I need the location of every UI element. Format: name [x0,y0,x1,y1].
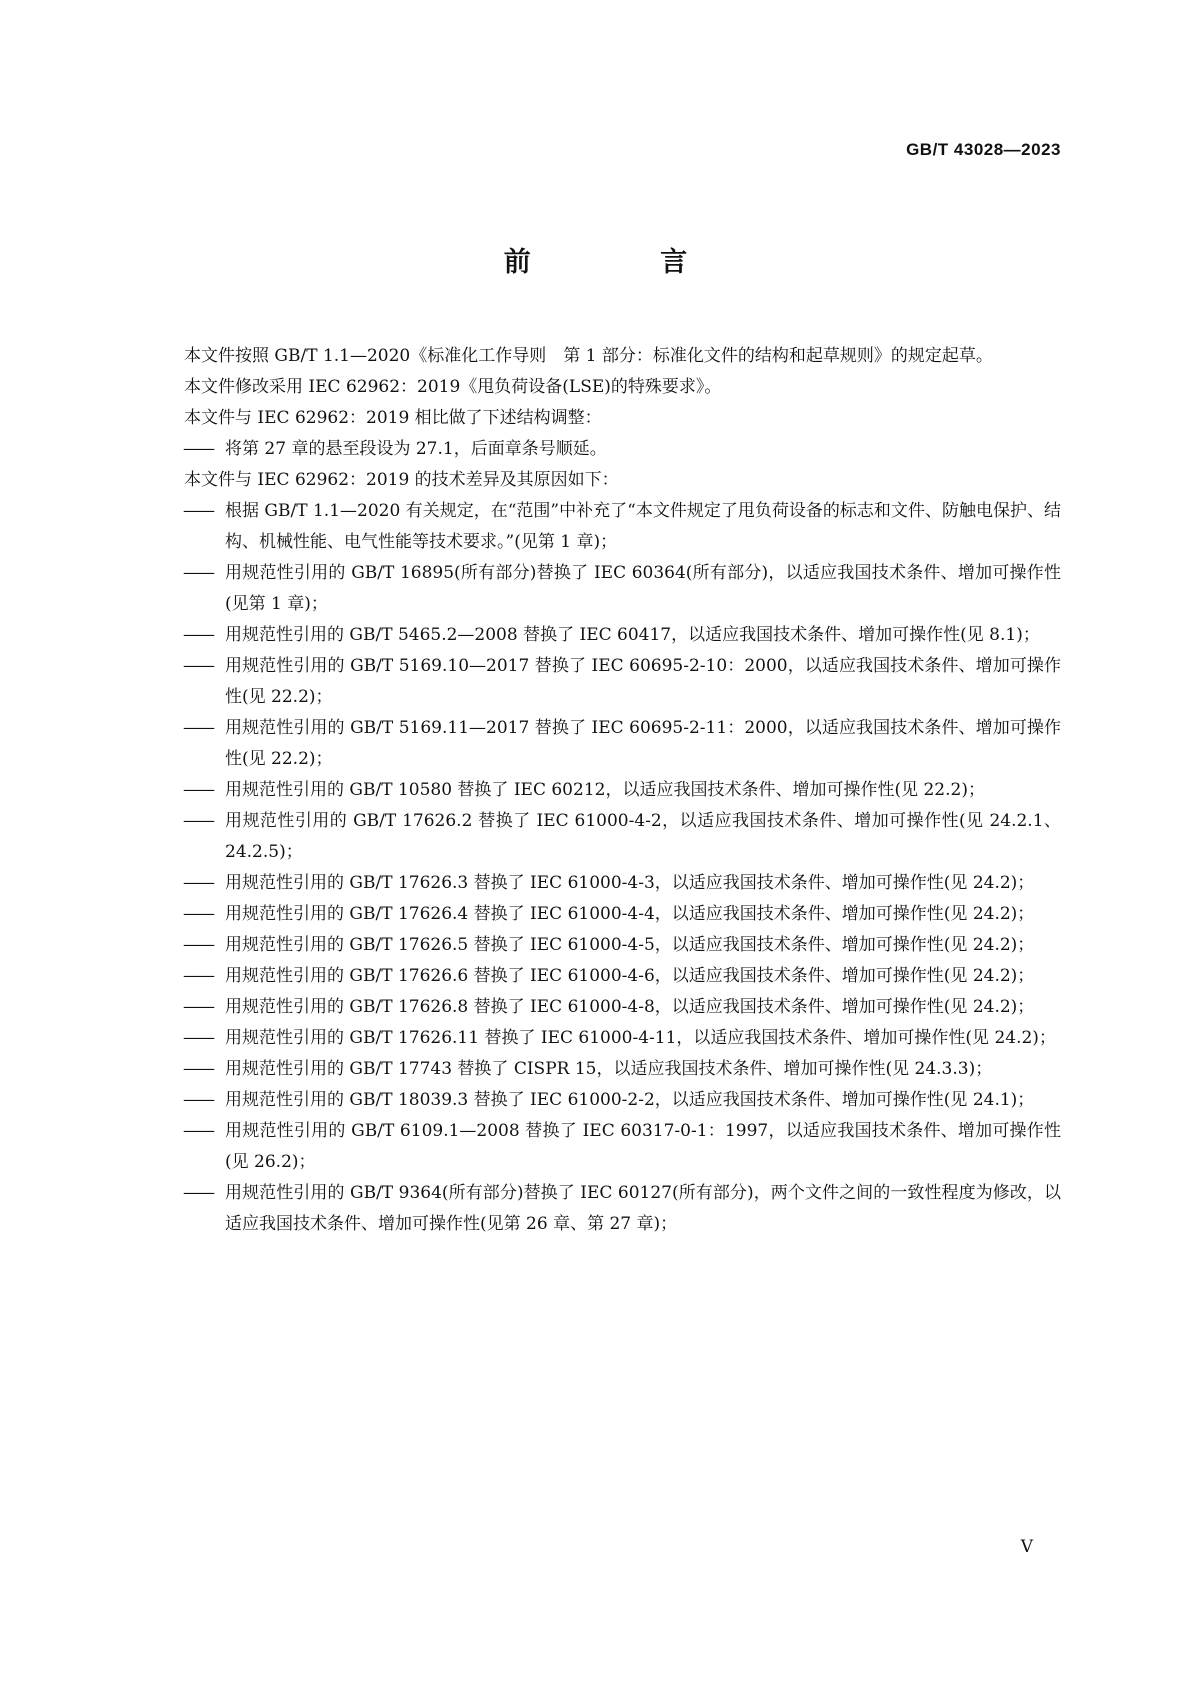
list-item [143,806,1061,868]
dash-marker: —— [183,997,213,1017]
preface-body [143,341,1061,1240]
list-item [143,775,1061,806]
list-item-text: 用规范性引用的 GB/T 9364(所有部分)替换了 IEC 60127(所有部分)，两个文件之间的一致性程度为修改，以适应我国技术条件、增加可操作性(见第 26 章、第 27 章)； [225,1183,1061,1234]
list-item [143,992,1061,1023]
dash-marker: —— [183,439,213,459]
list-item [143,868,1061,899]
paragraph: 本文件与 IEC 62962：2019 的技术差异及其原因如下： [184,470,619,490]
page-title: 前 言 [503,247,748,278]
list-item [143,961,1061,992]
paragraph: 本文件与 IEC 62962：2019 相比做了下述结构调整： [184,408,602,428]
list-item [143,899,1061,930]
list-item-text: 用规范性引用的 GB/T 17626.4 替换了 IEC 61000-4-4，以适应我国技术条件、增加可操作性(见 24.2)； [225,904,1035,924]
dash-marker: —— [183,935,213,955]
paragraph: 本文件修改采用 IEC 62962：2019《甩负荷设备(LSE)的特殊要求》。 [184,377,722,397]
dash-marker: —— [183,1059,213,1079]
dash-marker: —— [183,501,213,521]
list-item-text: 将第 27 章的悬至段设为 27.1，后面章条号顺延。 [225,439,607,459]
list-item-text: 用规范性引用的 GB/T 5169.10—2017 替换了 IEC 60695-2-10：2000，以适应我国技术条件、增加可操作性(见 22.2)； [225,656,1061,707]
list-item [143,1178,1061,1240]
dash-marker: —— [183,1121,213,1141]
dash-marker: —— [183,625,213,645]
dash-marker: —— [183,1090,213,1110]
list-item [143,496,1061,558]
list-item [143,651,1061,713]
list-item [143,1085,1061,1116]
paragraph: 本文件按照 GB/T 1.1—2020《标准化工作导则 第 1 部分：标准化文件的结构和起草规则》的规定起草。 [184,346,993,366]
list-item-text: 用规范性引用的 GB/T 10580 替换了 IEC 60212，以适应我国技术条件、增加可操作性(见 22.2)； [225,780,985,800]
list-item-text: 用规范性引用的 GB/T 17626.11 替换了 IEC 61000-4-11，以适应我国技术条件、增加可操作性(见 24.2)； [225,1028,1056,1048]
dash-marker: —— [183,718,213,738]
list-item-text: 用规范性引用的 GB/T 17626.6 替换了 IEC 61000-4-6，以适应我国技术条件、增加可操作性(见 24.2)； [225,966,1035,986]
list-item [143,1116,1061,1178]
list-item-text: 用规范性引用的 GB/T 17626.3 替换了 IEC 61000-4-3，以适应我国技术条件、增加可操作性(见 24.2)； [225,873,1035,893]
dash-marker: —— [183,811,213,831]
dash-marker: —— [183,1028,213,1048]
list-item-text: 用规范性引用的 GB/T 5465.2—2008 替换了 IEC 60417，以适应我国技术条件、增加可操作性(见 8.1)； [225,625,1040,645]
list-item-text: 用规范性引用的 GB/T 17626.8 替换了 IEC 61000-4-8，以适应我国技术条件、增加可操作性(见 24.2)； [225,997,1035,1017]
list-item [143,1054,1061,1085]
list-item [143,620,1061,651]
list-item-text: 根据 GB/T 1.1—2020 有关规定，在“范围”中补充了“本文件规定了甩负荷设备的标志和文件、防触电保护、结构、机械性能、电气性能等技术要求。”(见第 1 章)； [225,501,1061,552]
dash-marker: —— [183,904,213,924]
standard-code: GB/T 43028—2023 [906,140,1061,159]
list-item-text: 用规范性引用的 GB/T 18039.3 替换了 IEC 61000-2-2，以适应我国技术条件、增加可操作性(见 24.1)； [225,1090,1035,1110]
list-item-text: 用规范性引用的 GB/T 16895(所有部分)替换了 IEC 60364(所有部分)，以适应我国技术条件、增加可操作性(见第 1 章)； [225,563,1061,614]
page-number: V [1020,1537,1033,1557]
list-item [143,930,1061,961]
dash-marker: —— [183,966,213,986]
list-item [143,1023,1061,1054]
dash-marker: —— [183,1183,213,1203]
list-item-text: 用规范性引用的 GB/T 17626.2 替换了 IEC 61000-4-2，以适应我国技术条件、增加可操作性(见 24.2.1、24.2.5)； [225,811,1061,862]
dash-marker: —— [183,563,213,583]
list-item [143,434,1061,465]
list-item [143,713,1061,775]
dash-marker: —— [183,873,213,893]
dash-marker: —— [183,656,213,676]
dash-marker: —— [183,780,213,800]
list-item [143,558,1061,620]
list-item-text: 用规范性引用的 GB/T 5169.11—2017 替换了 IEC 60695-2-11：2000，以适应我国技术条件、增加可操作性(见 22.2)； [225,718,1061,769]
list-item-text: 用规范性引用的 GB/T 6109.1—2008 替换了 IEC 60317-0-1：1997，以适应我国技术条件、增加可操作性(见 26.2)； [225,1121,1061,1172]
list-item-text: 用规范性引用的 GB/T 17626.5 替换了 IEC 61000-4-5，以适应我国技术条件、增加可操作性(见 24.2)； [225,935,1035,955]
list-item-text: 用规范性引用的 GB/T 17743 替换了 CISPR 15，以适应我国技术条件、增加可操作性(见 24.3.3)； [225,1059,993,1079]
